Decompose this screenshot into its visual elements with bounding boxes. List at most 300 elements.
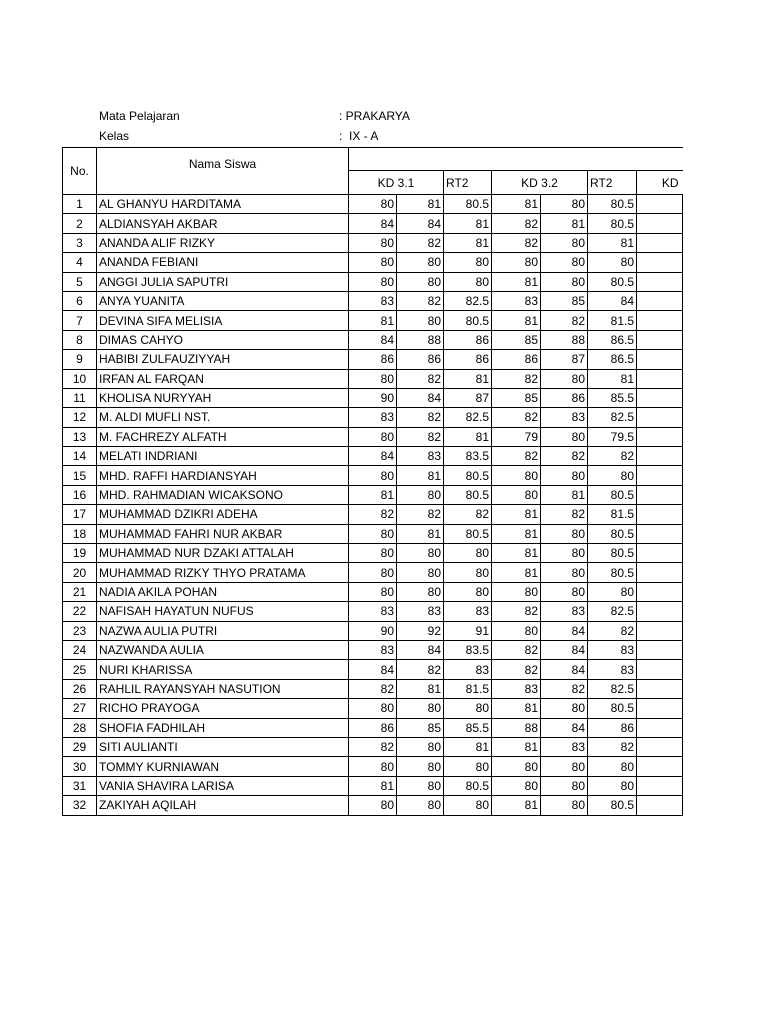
rt2-b-score: 84 <box>588 291 637 310</box>
rt2-b-score: 83 <box>588 660 637 679</box>
row-number: 17 <box>63 505 97 524</box>
rt2-b-score: 80.5 <box>588 195 637 214</box>
kd31-score-1: 80 <box>349 796 397 815</box>
table-row <box>63 427 683 446</box>
kd32-score-2: 82 <box>541 505 588 524</box>
row-number: 25 <box>63 660 97 679</box>
kd31-score-2: 81 <box>397 679 444 698</box>
kd32-score-2: 80 <box>541 796 588 815</box>
kd-next-score <box>637 602 683 621</box>
kd32-score-1: 82 <box>492 602 541 621</box>
kd31-score-2: 80 <box>397 737 444 756</box>
student-name: KHOLISA NURYYAH <box>97 388 349 407</box>
row-number: 16 <box>63 485 97 504</box>
kd32-score-2: 80 <box>541 233 588 252</box>
kd31-score-1: 84 <box>349 660 397 679</box>
rt2-a-score: 81 <box>444 427 492 446</box>
row-number: 2 <box>63 214 97 233</box>
rt2-a-score: 80 <box>444 253 492 272</box>
table-row <box>63 796 683 815</box>
kd31-score-2: 80 <box>397 485 444 504</box>
rt2-a-score: 80.5 <box>444 524 492 543</box>
rt2-a-score: 82.5 <box>444 408 492 427</box>
kd32-score-1: 82 <box>492 233 541 252</box>
rt2-b-score: 80 <box>588 776 637 795</box>
rt2-a-score: 82.5 <box>444 291 492 310</box>
kd31-score-2: 82 <box>397 408 444 427</box>
rt2-b-score: 82.5 <box>588 679 637 698</box>
kd32-score-1: 81 <box>492 544 541 563</box>
table-row <box>63 447 683 466</box>
kd32-score-1: 81 <box>492 524 541 543</box>
rt2-a-score: 80 <box>444 699 492 718</box>
kd31-score-1: 80 <box>349 466 397 485</box>
kd31-score-2: 80 <box>397 563 444 582</box>
rt2-a-score: 81 <box>444 233 492 252</box>
table-row <box>63 679 683 698</box>
subject-value: : PRAKARYA <box>339 109 410 123</box>
rt2-a-score: 80 <box>444 272 492 291</box>
kd32-score-1: 81 <box>492 796 541 815</box>
kd31-score-1: 80 <box>349 757 397 776</box>
kd32-score-1: 82 <box>492 369 541 388</box>
kd-next-score <box>637 369 683 388</box>
rt2-b-score: 82.5 <box>588 602 637 621</box>
kd32-score-1: 81 <box>492 195 541 214</box>
kd-next-score <box>637 776 683 795</box>
kd32-score-1: 85 <box>492 330 541 349</box>
table-row <box>63 582 683 601</box>
kd32-score-1: 82 <box>492 447 541 466</box>
kd32-score-2: 84 <box>541 640 588 659</box>
student-name: HABIBI ZULFAUZIYYAH <box>97 350 349 369</box>
table-row <box>63 408 683 427</box>
rt2-b-score: 79.5 <box>588 427 637 446</box>
kd31-score-2: 82 <box>397 505 444 524</box>
rt2-b-score: 80.5 <box>588 485 637 504</box>
row-number: 14 <box>63 447 97 466</box>
rt2-a-score: 80 <box>444 544 492 563</box>
kd-next-score <box>637 563 683 582</box>
row-number: 18 <box>63 524 97 543</box>
student-name: SITI AULIANTI <box>97 737 349 756</box>
rt2-b-score: 81.5 <box>588 505 637 524</box>
kd32-score-2: 80 <box>541 195 588 214</box>
kd31-score-2: 84 <box>397 640 444 659</box>
kd31-score-2: 81 <box>397 524 444 543</box>
student-name: RAHLIL RAYANSYAH NASUTION <box>97 679 349 698</box>
rt2-a-score: 80 <box>444 582 492 601</box>
rt2-b-score: 86 <box>588 718 637 737</box>
row-number: 24 <box>63 640 97 659</box>
table-row <box>63 699 683 718</box>
kd32-score-2: 80 <box>541 427 588 446</box>
table-row <box>63 544 683 563</box>
row-number: 20 <box>63 563 97 582</box>
rt2-a-score: 85.5 <box>444 718 492 737</box>
kd31-score-1: 81 <box>349 485 397 504</box>
rt2-b-score: 80.5 <box>588 544 637 563</box>
kd31-score-1: 80 <box>349 427 397 446</box>
row-number: 7 <box>63 311 97 330</box>
kd-next-score <box>637 311 683 330</box>
table-row <box>63 660 683 679</box>
kd-next-score <box>637 427 683 446</box>
table-row <box>63 330 683 349</box>
kd32-score-2: 80 <box>541 699 588 718</box>
rt2-b-score: 83 <box>588 640 637 659</box>
kd31-score-2: 88 <box>397 330 444 349</box>
kd31-score-2: 82 <box>397 291 444 310</box>
kd31-score-1: 80 <box>349 272 397 291</box>
kd32-score-1: 85 <box>492 388 541 407</box>
kd31-score-2: 85 <box>397 718 444 737</box>
rt2-b-score: 80.5 <box>588 796 637 815</box>
kd31-score-1: 84 <box>349 330 397 349</box>
row-number: 27 <box>63 699 97 718</box>
kd32-score-1: 83 <box>492 291 541 310</box>
kd31-score-2: 81 <box>397 466 444 485</box>
kd32-score-1: 81 <box>492 699 541 718</box>
row-number: 15 <box>63 466 97 485</box>
kd31-score-2: 82 <box>397 233 444 252</box>
header-spacer <box>349 148 683 171</box>
rt2-a-score: 86 <box>444 330 492 349</box>
kd31-score-2: 80 <box>397 699 444 718</box>
rt2-b-score: 80 <box>588 253 637 272</box>
row-number: 29 <box>63 737 97 756</box>
kd32-score-1: 81 <box>492 737 541 756</box>
header-row-top <box>63 148 683 171</box>
kd32-score-1: 86 <box>492 350 541 369</box>
table-row <box>63 640 683 659</box>
kd-next-score <box>637 796 683 815</box>
grades-table <box>62 147 683 816</box>
rt2-a-score: 83.5 <box>444 447 492 466</box>
kd31-score-1: 90 <box>349 388 397 407</box>
kd32-score-2: 80 <box>541 544 588 563</box>
kd31-score-2: 83 <box>397 602 444 621</box>
kd32-score-2: 80 <box>541 369 588 388</box>
kd31-score-2: 82 <box>397 660 444 679</box>
row-number: 23 <box>63 621 97 640</box>
kd32-score-2: 84 <box>541 660 588 679</box>
student-name: TOMMY KURNIAWAN <box>97 757 349 776</box>
kd31-score-1: 80 <box>349 233 397 252</box>
kd32-score-2: 83 <box>541 602 588 621</box>
kd31-score-1: 80 <box>349 524 397 543</box>
kd32-score-1: 80 <box>492 485 541 504</box>
student-name: ANYA YUANITA <box>97 291 349 310</box>
table-row <box>63 253 683 272</box>
student-name: MUHAMMAD DZIKRI ADEHA <box>97 505 349 524</box>
row-number: 19 <box>63 544 97 563</box>
header-name: Nama Siswa <box>97 148 349 195</box>
row-number: 31 <box>63 776 97 795</box>
rt2-a-score: 87 <box>444 388 492 407</box>
kd32-score-1: 80 <box>492 466 541 485</box>
kd31-score-1: 80 <box>349 195 397 214</box>
header-rt2-a: RT2 <box>444 171 492 195</box>
kd31-score-1: 80 <box>349 563 397 582</box>
kd-next-score <box>637 272 683 291</box>
student-name: ANGGI JULIA SAPUTRI <box>97 272 349 291</box>
kd-next-score <box>637 640 683 659</box>
kd32-score-2: 80 <box>541 272 588 291</box>
table-row <box>63 291 683 310</box>
rt2-a-score: 83 <box>444 660 492 679</box>
kd31-score-1: 81 <box>349 311 397 330</box>
kd32-score-1: 79 <box>492 427 541 446</box>
kd32-score-2: 84 <box>541 718 588 737</box>
table-row <box>63 505 683 524</box>
kd32-score-1: 80 <box>492 582 541 601</box>
kd-next-score <box>637 544 683 563</box>
student-name: MUHAMMAD RIZKY THYO PRATAMA <box>97 563 349 582</box>
row-number: 8 <box>63 330 97 349</box>
table-row <box>63 718 683 737</box>
kd31-score-1: 80 <box>349 699 397 718</box>
kd31-score-1: 86 <box>349 718 397 737</box>
rt2-b-score: 80.5 <box>588 214 637 233</box>
table-row <box>63 757 683 776</box>
table-row <box>63 272 683 291</box>
kd32-score-2: 80 <box>541 563 588 582</box>
kd-next-score <box>637 660 683 679</box>
rt2-a-score: 83.5 <box>444 640 492 659</box>
kd-next-score <box>637 718 683 737</box>
row-number: 3 <box>63 233 97 252</box>
rt2-b-score: 82 <box>588 621 637 640</box>
kd31-score-2: 92 <box>397 621 444 640</box>
row-number: 11 <box>63 388 97 407</box>
student-name: MUHAMMAD FAHRI NUR AKBAR <box>97 524 349 543</box>
kd31-score-2: 80 <box>397 582 444 601</box>
kd31-score-2: 84 <box>397 388 444 407</box>
rt2-b-score: 86.5 <box>588 350 637 369</box>
kd31-score-2: 84 <box>397 214 444 233</box>
kd32-score-2: 85 <box>541 291 588 310</box>
row-number: 9 <box>63 350 97 369</box>
kd-next-score <box>637 350 683 369</box>
kd-next-score <box>637 195 683 214</box>
row-number: 21 <box>63 582 97 601</box>
student-name: NURI KHARISSA <box>97 660 349 679</box>
kd32-score-2: 80 <box>541 757 588 776</box>
rt2-a-score: 83 <box>444 602 492 621</box>
kd31-score-2: 80 <box>397 544 444 563</box>
kd-next-score <box>637 388 683 407</box>
kd31-score-2: 82 <box>397 427 444 446</box>
kd31-score-2: 80 <box>397 757 444 776</box>
table-row <box>63 466 683 485</box>
header-kd32: KD 3.2 <box>492 171 588 195</box>
student-name: SHOFIA FADHILAH <box>97 718 349 737</box>
kd31-score-2: 80 <box>397 311 444 330</box>
student-name: M. FACHREZY ALFATH <box>97 427 349 446</box>
kd32-score-2: 80 <box>541 524 588 543</box>
rt2-b-score: 80.5 <box>588 272 637 291</box>
kd31-score-2: 81 <box>397 195 444 214</box>
row-number: 30 <box>63 757 97 776</box>
kd-next-score <box>637 582 683 601</box>
rt2-b-score: 80 <box>588 466 637 485</box>
kd32-score-2: 81 <box>541 485 588 504</box>
kd31-score-2: 80 <box>397 776 444 795</box>
rt2-a-score: 82 <box>444 505 492 524</box>
student-name: NAZWANDA AULIA <box>97 640 349 659</box>
kd31-score-1: 83 <box>349 408 397 427</box>
kd32-score-2: 88 <box>541 330 588 349</box>
subject-label: Mata Pelajaran <box>99 109 180 123</box>
kd32-score-2: 82 <box>541 311 588 330</box>
kd32-score-2: 87 <box>541 350 588 369</box>
table-row <box>63 388 683 407</box>
row-number: 28 <box>63 718 97 737</box>
table-row <box>63 214 683 233</box>
kd-next-score <box>637 737 683 756</box>
kd32-score-2: 86 <box>541 388 588 407</box>
kd32-score-1: 80 <box>492 253 541 272</box>
row-number: 6 <box>63 291 97 310</box>
student-name: M. ALDI MUFLI NST. <box>97 408 349 427</box>
student-name: IRFAN AL FARQAN <box>97 369 349 388</box>
kd-next-score <box>637 214 683 233</box>
kd-next-score <box>637 291 683 310</box>
kd32-score-1: 82 <box>492 660 541 679</box>
rt2-a-score: 80.5 <box>444 776 492 795</box>
kd31-score-2: 82 <box>397 369 444 388</box>
student-name: MHD. RAHMADIAN WICAKSONO <box>97 485 349 504</box>
rt2-a-score: 80.5 <box>444 311 492 330</box>
table-row <box>63 563 683 582</box>
kd32-score-2: 80 <box>541 776 588 795</box>
kd32-score-2: 80 <box>541 253 588 272</box>
kd32-score-2: 82 <box>541 447 588 466</box>
kd32-score-1: 82 <box>492 640 541 659</box>
rt2-a-score: 80 <box>444 563 492 582</box>
rt2-b-score: 80.5 <box>588 524 637 543</box>
header-no: No. <box>63 148 97 195</box>
kd-next-score <box>637 330 683 349</box>
kd32-score-2: 80 <box>541 582 588 601</box>
rt2-b-score: 80.5 <box>588 563 637 582</box>
rt2-b-score: 82 <box>588 447 637 466</box>
kd32-score-1: 81 <box>492 563 541 582</box>
rt2-b-score: 81 <box>588 233 637 252</box>
kd32-score-1: 88 <box>492 718 541 737</box>
kd-next-score <box>637 505 683 524</box>
student-name: DEVINA SIFA MELISIA <box>97 311 349 330</box>
table-row <box>63 311 683 330</box>
student-name: NAZWA AULIA PUTRI <box>97 621 349 640</box>
kd32-score-1: 82 <box>492 408 541 427</box>
table-row <box>63 524 683 543</box>
rt2-b-score: 85.5 <box>588 388 637 407</box>
kd-next-score <box>637 408 683 427</box>
kd31-score-1: 83 <box>349 602 397 621</box>
kd31-score-1: 86 <box>349 350 397 369</box>
table-row <box>63 602 683 621</box>
rt2-b-score: 81 <box>588 369 637 388</box>
table-row <box>63 369 683 388</box>
kd31-score-1: 82 <box>349 679 397 698</box>
row-number: 5 <box>63 272 97 291</box>
table-row <box>63 233 683 252</box>
class-label: Kelas <box>99 129 130 143</box>
kd32-score-2: 83 <box>541 737 588 756</box>
kd32-score-1: 81 <box>492 505 541 524</box>
kd31-score-1: 82 <box>349 505 397 524</box>
table-row <box>63 350 683 369</box>
student-name: RICHO PRAYOGA <box>97 699 349 718</box>
header-rt2-b: RT2 <box>588 171 637 195</box>
kd-next-score <box>637 466 683 485</box>
kd31-score-1: 83 <box>349 291 397 310</box>
kd-next-score <box>637 699 683 718</box>
row-number: 22 <box>63 602 97 621</box>
row-number: 32 <box>63 796 97 815</box>
kd31-score-2: 80 <box>397 796 444 815</box>
kd-next-score <box>637 757 683 776</box>
rt2-b-score: 86.5 <box>588 330 637 349</box>
kd32-score-2: 81 <box>541 214 588 233</box>
kd31-score-1: 82 <box>349 737 397 756</box>
student-name: ANANDA ALIF RIZKY <box>97 233 349 252</box>
header-kd-next: KD <box>637 171 683 195</box>
kd31-score-1: 81 <box>349 776 397 795</box>
student-name: ANANDA FEBIANI <box>97 253 349 272</box>
rt2-a-score: 91 <box>444 621 492 640</box>
rt2-a-score: 80 <box>444 757 492 776</box>
kd32-score-2: 83 <box>541 408 588 427</box>
student-name: MELATI INDRIANI <box>97 447 349 466</box>
rt2-b-score: 80 <box>588 582 637 601</box>
rt2-a-score: 81 <box>444 737 492 756</box>
row-number: 13 <box>63 427 97 446</box>
row-number: 1 <box>63 195 97 214</box>
student-name: ZAKIYAH AQILAH <box>97 796 349 815</box>
kd31-score-1: 80 <box>349 582 397 601</box>
kd32-score-1: 80 <box>492 776 541 795</box>
kd31-score-1: 84 <box>349 214 397 233</box>
rt2-b-score: 81.5 <box>588 311 637 330</box>
kd31-score-1: 84 <box>349 447 397 466</box>
student-name: NADIA AKILA POHAN <box>97 582 349 601</box>
kd31-score-2: 80 <box>397 272 444 291</box>
row-number: 4 <box>63 253 97 272</box>
student-name: ALDIANSYAH AKBAR <box>97 214 349 233</box>
kd31-score-1: 83 <box>349 640 397 659</box>
rt2-b-score: 82 <box>588 737 637 756</box>
rt2-a-score: 80.5 <box>444 485 492 504</box>
kd-next-score <box>637 485 683 504</box>
kd-next-score <box>637 447 683 466</box>
table-row <box>63 776 683 795</box>
rt2-a-score: 81 <box>444 214 492 233</box>
kd31-score-1: 90 <box>349 621 397 640</box>
student-name: MUHAMMAD NUR DZAKI ATTALAH <box>97 544 349 563</box>
kd-next-score <box>637 253 683 272</box>
kd32-score-1: 80 <box>492 757 541 776</box>
kd-next-score <box>637 621 683 640</box>
rt2-a-score: 81 <box>444 369 492 388</box>
rt2-a-score: 80.5 <box>444 466 492 485</box>
kd31-score-1: 80 <box>349 544 397 563</box>
rt2-a-score: 80.5 <box>444 195 492 214</box>
kd32-score-1: 80 <box>492 621 541 640</box>
kd31-score-2: 86 <box>397 350 444 369</box>
